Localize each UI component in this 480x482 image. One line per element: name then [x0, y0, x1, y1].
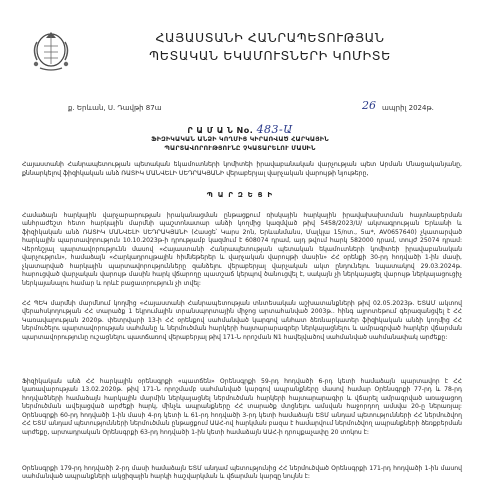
body-paragraph: ՀՀ ՊԵԿ մարմնի մարմնում կողմից «Հայաստանի Հանրապետության տնտեսական աշխատանքների թիվ 02.05.2023թ. ԵՏԱՄ ակտով վերահսկողության ՀՀ տարածք 1 եկրումային տրանսպորտային միջոց արտահանված 2003թ.. հինգ այրոտեթում գերազանցվել է ՀՀ Կառավարության 2020թ. փետրվարի 13-ի ՀՀ օրենքով սահմանված կարգով անհատ ձեռնարկատեր ֆիզիկական անձի կողմից ՀՀ ներմուծելու պարտավորության սահմանը և ներմուծման հարկերի հայտարարագրեր ներկայացնելու և ամրագրված հարկեր վճարման պարտավորությունը ուշացնելու պատճառով վերաբերյալ թիվ 171-Ն որոշման N1 հավելվածով սահմանված սահմանափակ արժեքը:	[22, 300, 462, 341]
city-address: ք. Երևան, Ս. Դավթի 87ա	[68, 104, 162, 112]
issuer-line-2: ՊԵՏԱԿԱՆ ԵԿԱՄՈՒՏՆԵՐԻ ԿՈՄԻՏԵ	[149, 48, 391, 63]
order-title	[0, 123, 480, 136]
date-month-year: ապրիլ 2024թ.	[382, 104, 434, 112]
order-subtitle-1: ՖԻԶԻԿԱԿԱՆ ԱՆՁԻ ԿՈՂՄԻՑ ԿԻՐԱՌՎԱԾ ՀԱՐԿԱՅԻՆ	[151, 136, 329, 143]
order-label: Ր Ա Մ Ա Ն No.	[187, 126, 254, 135]
intro-paragraph: Հայաստանի Հանրապետության պետական եկամուտների կոմիտեի իրավաբանական վարչության պետ Արման Մնացականյանը, քննարկելով ֆիզիկական անձ ՌԱՏԻԿ ՄԱՆՎԵԼԻ ՍԵԴՐԱԿՅԱՆԻ վերաբերյալ վարչական վարույթի նյութերը,	[22, 161, 462, 177]
body-paragraph: Օրենսգրքի 179-րդ հոդվածի 2-րդ մասի համաձայն ԵՏՄ անդամ պետությունից ՀՀ ներմուծված Օրենսգրքի 171-րդ հոդվածի 1-ին մասով սահմանված ապրանքների ակցիզային հարկի հաշվարկման և վճարման կարգը նույնն է:	[22, 465, 462, 481]
handwritten-day: 26	[362, 99, 376, 112]
body-paragraph: Համաձայն հարկային վարչարարության իրականացման ընթացքում ռիսկային հարկային իրավախախտման հայտնաբերման անհրաժեշտ հետո հարկային մարմնի պաշտոնատար անձի կողմից կազմված թիվ 5458/2023/Ս/ ակտագրության Երևանի և ֆիզիկական անձ ՌԱՏԻԿ ՄԱՆՎԵԼԻ ՍԵԴՐԱԿՅԱՆԻ (Հասցե՝ Կարս 2ոն, Երևանմանս, Մալկլա 15/ոտ., 5ա*, AV0657640) չկատարված հարկային պարտավորություն 10.10.2023թ-ի դրությամբ կազմում է 608074 դրամ, այդ թվում հարկ 582000 դրամ, տույժ 25074 դրամ: Վերոնշյալ պարտավորությունն մասով «Հայաստանի Հանրապետության պետական եկամուտների կոմիտեի իրավաբանական վարչություն», համաձայն «Հարկադրույթային հիմնեթերեր և վարչական վարույթի մասին» ՀՀ օրենքի 30-րդ հոդվածի 1-ին մասի, չկատարված հարկային պարտավորությունները զանձելու վերաբերյալ վարչական ակտ ընդունելու նպատակով 29.03.2024թ. հարուցված վարչական վարույթ մասին հարկ վճարողը պատշաճ կերպով ծանուցվել է, սակայն չի ներկայացել վարույթ ներկայացուցիչ ներկայանալու համար և որևէ բացատրություն չի տվել:	[22, 212, 462, 287]
armenian-coat-of-arms-icon	[28, 24, 74, 74]
decree-heading: Պ Ա Ր Զ Ե Ց Ի	[206, 191, 274, 199]
handwritten-order-number: 483-Ա	[256, 123, 293, 136]
body-paragraph: Ֆիզիկական անձ ՀՀ հարկային օրենսգրքի «պատճեն» Օրենսգրքի 59-րդ հոդվածի 6-րդ կետի համաձայն պարտավոր է ՀՀ կառավարության 13.02.2020թ. թիվ 171-Ն որոշմամբ սահմանված կարգով ապրանքները մասով համար Օրենսգրքի 77-րդ և 78-րդ հոդվածների համաձայն հարկային մարմին ներկայացնել ներմուծման հարկերի հայտարարագիր և վճարել ամրագրված առաջացող ներմուծման ավելացված արժեքի հարկ, մինչև ապրանքները ՀՀ տարածք մտցնելու ամսվան հաջորդող ամսվա 20-ը ներառյալ: Օրենսգրքի 60-րդ հոդվածի 1-ին մասի 4-րդ կետի և 61-րդ հոդվածի 3-րդ կետի համաձայն ԵՏՄ անդամ պետությունների ՀՀ ներմուծվող ՀՀ ԵՏՄ անդամ պետությունների ներմուծման ընթացքում ԱԱՀ-ով հարկման բազա է համարվում ներմուծվող ապրանքների ձեռքբերման արժեքը, արտադրական Օրենսգրքի 63-րդ հոդվածի 1-ին կետի համաձայն ԱԱՀ-ի դրույքաչափը 20 տոկոս է:	[22, 378, 462, 436]
issuer-line-1: ՀԱՅԱՍՏԱՆԻ ՀԱՆՐԱՊԵՏՈՒԹՅԱՆ	[155, 30, 385, 45]
order-subtitle-2: ՊԱՐՏԱՎՈՐՈՒԹՅՈՒՆԸ ՉԿԱՏԱՐԵԼՈՒ ՄԱՍԻՆ	[164, 145, 316, 152]
